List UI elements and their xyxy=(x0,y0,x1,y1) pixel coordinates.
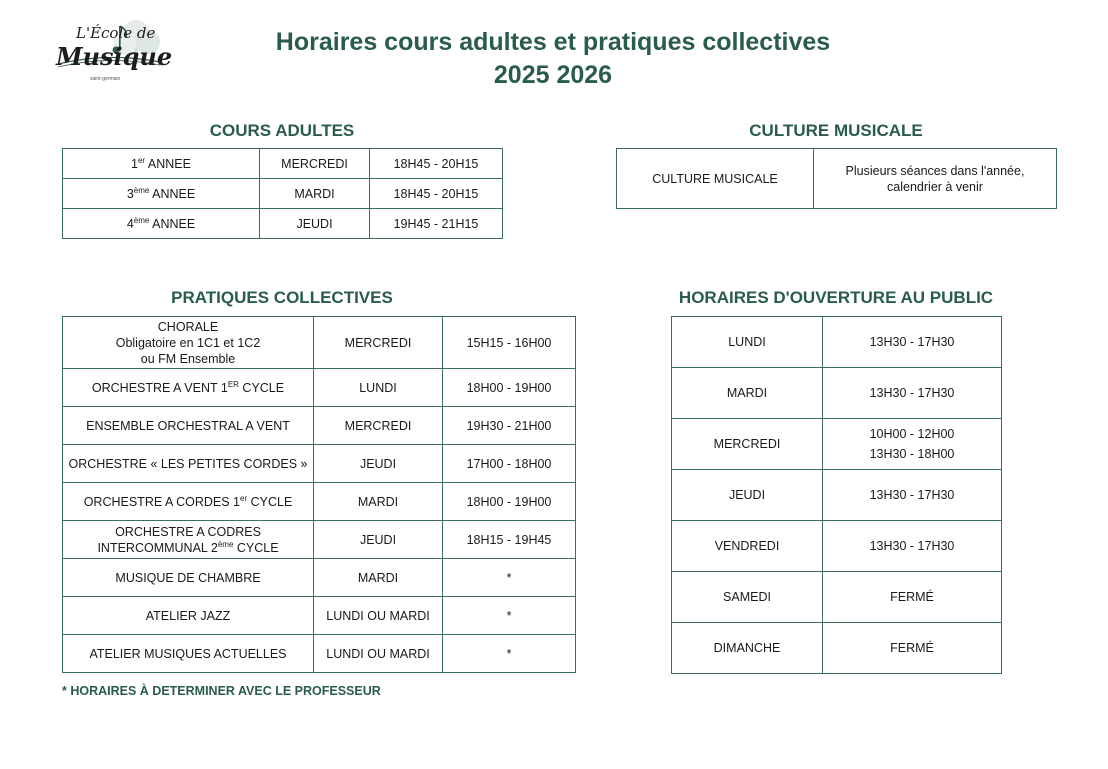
hours-cell: 13H30 - 17H30 xyxy=(823,368,1002,419)
activity-cell: MUSIQUE DE CHAMBRE xyxy=(63,559,314,597)
table-row xyxy=(63,149,503,179)
day-cell: MARDI xyxy=(314,483,443,521)
day-cell: DIMANCHE xyxy=(672,623,823,674)
hours-cell: 10H00 - 12H00 13H30 - 18H00 xyxy=(823,419,1002,470)
time-cell: * xyxy=(443,559,576,597)
day-cell: MARDI xyxy=(672,368,823,419)
time-cell: 18H00 - 19H00 xyxy=(443,369,576,407)
hours-cell: 13H30 - 17H30 xyxy=(823,470,1002,521)
section-title-pratiques-collectives: PRATIQUES COLLECTIVES xyxy=(171,288,393,307)
day-cell: LUNDI OU MARDI xyxy=(314,635,443,673)
level-cell: 1er ANNEE xyxy=(63,149,260,179)
section-title-horaires-ouverture: HORAIRES D'OUVERTURE AU PUBLIC xyxy=(678,288,994,307)
pratiques-collectives-table xyxy=(62,316,576,673)
table-row xyxy=(672,521,1002,572)
day-cell: MARDI xyxy=(260,179,370,209)
time-cell: 18H15 - 19H45 xyxy=(443,521,576,559)
time-cell: 15H15 - 16H00 xyxy=(443,317,576,369)
time-cell: 17H00 - 18H00 xyxy=(443,445,576,483)
table-row xyxy=(63,559,576,597)
time-cell: 19H30 - 21H00 xyxy=(443,407,576,445)
day-cell: MERCREDI xyxy=(260,149,370,179)
level-cell: 3ème ANNEE xyxy=(63,179,260,209)
table-row xyxy=(63,597,576,635)
horaires-ouverture-table xyxy=(671,316,1002,674)
day-cell: LUNDI xyxy=(314,369,443,407)
logo-tagline: saint-germain xyxy=(90,76,121,82)
course-cell: CULTURE MUSICALE xyxy=(617,149,814,209)
table-row xyxy=(672,317,1002,368)
logo-text-line1: L'École de xyxy=(76,24,156,42)
time-cell: 18H45 - 20H15 xyxy=(370,149,503,179)
page-subtitle-year: 2025 2026 xyxy=(493,61,613,89)
time-cell: 19H45 - 21H15 xyxy=(370,209,503,239)
page-title: Horaires cours adultes et pratiques collectives xyxy=(275,28,831,56)
day-cell: VENDREDI xyxy=(672,521,823,572)
culture-musicale-table xyxy=(616,148,1057,209)
day-cell: JEUDI xyxy=(314,521,443,559)
table-row xyxy=(672,623,1002,674)
activity-cell: CHORALE Obligatoire en 1C1 et 1C2 ou FM Ensemble xyxy=(63,317,314,369)
section-title-cours-adultes: COURS ADULTES xyxy=(209,121,355,140)
activity-cell: ORCHESTRE « LES PETITES CORDES » xyxy=(63,445,314,483)
time-cell: * xyxy=(443,635,576,673)
activity-cell: ORCHESTRE A VENT 1ER CYCLE xyxy=(63,369,314,407)
hours-cell: 13H30 - 17H30 xyxy=(823,317,1002,368)
logo-text-line2: Musique xyxy=(56,42,173,71)
day-cell: JEUDI xyxy=(314,445,443,483)
table-row xyxy=(63,317,576,369)
day-cell: MARDI xyxy=(314,559,443,597)
day-cell: LUNDI xyxy=(672,317,823,368)
day-cell: JEUDI xyxy=(672,470,823,521)
level-cell: 4ème ANNEE xyxy=(63,209,260,239)
table-row xyxy=(672,419,1002,470)
table-row xyxy=(63,179,503,209)
day-cell: LUNDI OU MARDI xyxy=(314,597,443,635)
activity-cell: ENSEMBLE ORCHESTRAL A VENT xyxy=(63,407,314,445)
activity-cell: ATELIER JAZZ xyxy=(63,597,314,635)
day-cell: MERCREDI xyxy=(314,317,443,369)
table-row xyxy=(63,369,576,407)
cours-adultes-table xyxy=(62,148,503,239)
activity-cell: ATELIER MUSIQUES ACTUELLES xyxy=(63,635,314,673)
table-row xyxy=(63,407,576,445)
table-row xyxy=(672,368,1002,419)
day-cell: MERCREDI xyxy=(672,419,823,470)
table-row xyxy=(63,483,576,521)
table-row xyxy=(617,149,1057,209)
time-cell: 18H00 - 19H00 xyxy=(443,483,576,521)
table-row xyxy=(672,572,1002,623)
school-logo xyxy=(48,12,173,84)
day-cell: SAMEDI xyxy=(672,572,823,623)
table-row xyxy=(63,635,576,673)
day-cell: MERCREDI xyxy=(314,407,443,445)
hours-cell: FERMÉ xyxy=(823,572,1002,623)
hours-cell: 13H30 - 17H30 xyxy=(823,521,1002,572)
schedule-cell: Plusieurs séances dans l'année, calendrier à venir xyxy=(814,149,1057,209)
activity-cell: ORCHESTRE A CODRES INTERCOMMUNAL 2ème CYCLE xyxy=(63,521,314,559)
hours-cell: FERMÉ xyxy=(823,623,1002,674)
activity-cell: ORCHESTRE A CORDES 1er CYCLE xyxy=(63,483,314,521)
table-row xyxy=(63,445,576,483)
section-title-culture-musicale: CULTURE MUSICALE xyxy=(749,121,923,140)
table-row xyxy=(63,209,503,239)
table-row xyxy=(672,470,1002,521)
table-row xyxy=(63,521,576,559)
time-cell: * xyxy=(443,597,576,635)
footnote: * HORAIRES À DETERMINER AVEC LE PROFESSEUR xyxy=(62,684,381,698)
day-cell: JEUDI xyxy=(260,209,370,239)
time-cell: 18H45 - 20H15 xyxy=(370,179,503,209)
